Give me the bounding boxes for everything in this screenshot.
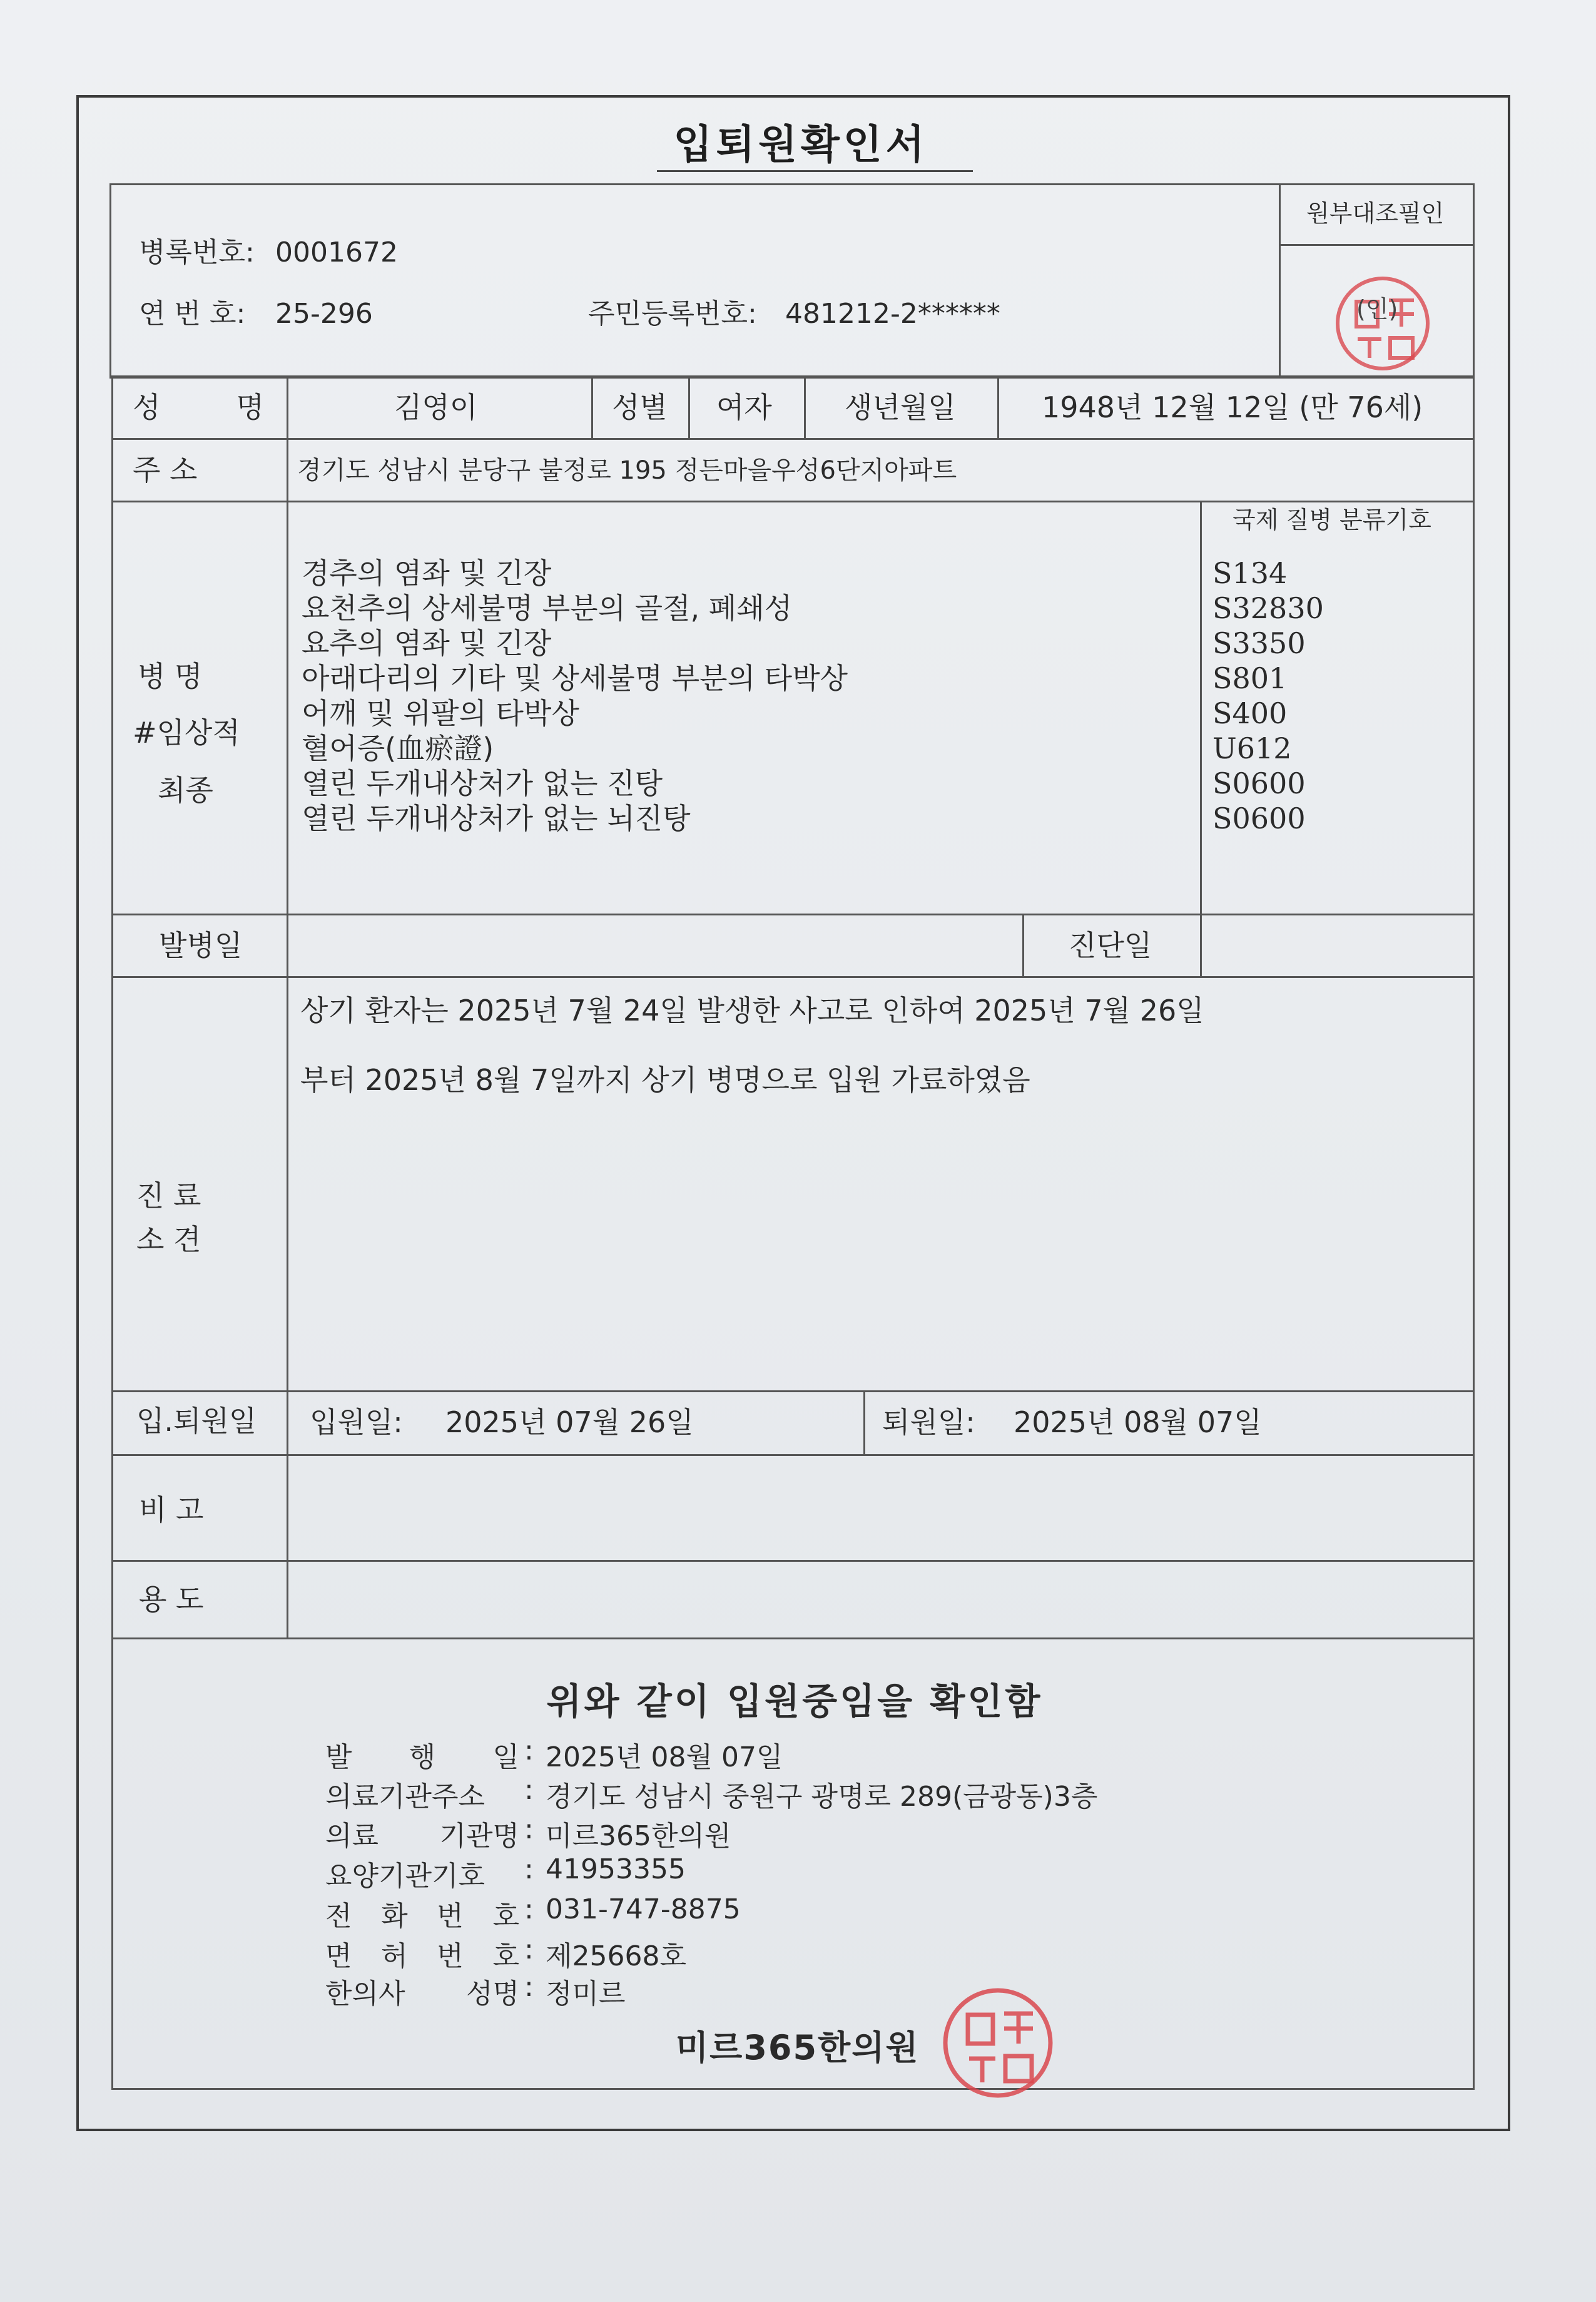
care-institution-code-label: 요양기관기호 <box>325 1860 485 1892</box>
row-line-7 <box>111 1560 1475 1562</box>
diagnosis-label-final: 최종 <box>158 773 213 807</box>
icd-code: U612 <box>1212 731 1292 765</box>
issue-date-value: 2025년 08월 07일 <box>546 1741 783 1773</box>
colon: : <box>524 1734 534 1766</box>
colon: : <box>524 1813 534 1845</box>
colon: : <box>524 1971 534 2003</box>
label-char: 명 <box>236 390 264 424</box>
icd-code: S134 <box>1212 556 1288 590</box>
seal-box-label: 원부대조필인 <box>1306 200 1445 227</box>
header-box <box>109 183 1475 379</box>
row-line-6 <box>111 1454 1475 1456</box>
row-line-3 <box>111 914 1475 915</box>
admission-out-value: 2025년 08월 07일 <box>1014 1405 1262 1439</box>
sex-label-left-line <box>591 375 593 438</box>
label-char: 의료 <box>325 1820 379 1852</box>
patient-sex: 여자 <box>716 390 772 424</box>
code-column-line <box>1200 501 1202 976</box>
icd-code: S32830 <box>1212 591 1324 625</box>
row-line-2 <box>111 501 1475 502</box>
colon: : <box>524 1933 534 1965</box>
label-char: 화 <box>381 1900 408 1932</box>
diagnosis-name: 어깨 및 위팔의 타박상 <box>302 696 579 730</box>
icd-code: S3350 <box>1212 626 1306 660</box>
dob-value-left-line <box>997 375 999 438</box>
label-char: 성 <box>133 390 161 424</box>
diagnosis-name: 열린 두개내상처가 없는 뇌진탕 <box>302 802 691 835</box>
record-number-value: 0001672 <box>275 237 398 268</box>
patient-name: 김영이 <box>394 390 478 424</box>
icd-code-header: 국제 질병 분류기호 <box>1233 506 1431 534</box>
label-char: 호 <box>492 1940 519 1972</box>
row-line-1 <box>111 438 1475 440</box>
rrn-value: 481212-2****** <box>785 298 1000 330</box>
diagnosis-label: 병 명 <box>138 660 203 693</box>
label-char: 발 <box>325 1741 352 1773</box>
label-char: 번 <box>437 1940 464 1972</box>
diagnosis-name: 열린 두개내상처가 없는 진탕 <box>302 766 663 800</box>
phone-value: 031-747-8875 <box>546 1893 741 1925</box>
remarks-label: 비 고 <box>139 1493 204 1527</box>
label-char: 허 <box>381 1940 408 1972</box>
dob-label: 생년월일 <box>845 390 956 424</box>
sex-value-left-line <box>688 375 690 438</box>
opinion-label-2: 소 견 <box>136 1223 201 1256</box>
diag-date-left-line <box>1022 914 1024 976</box>
admission-in-value: 2025년 07월 26일 <box>445 1405 694 1439</box>
purpose-label: 용 도 <box>139 1582 204 1616</box>
admission-label: 입.퇴원일 <box>136 1404 257 1438</box>
license-value: 제25668호 <box>546 1940 686 1972</box>
onset-label: 발병일 <box>159 929 243 962</box>
row-line-4 <box>111 976 1475 978</box>
colon: : <box>524 1774 534 1806</box>
sex-label: 성별 <box>612 390 668 424</box>
diagnosis-name: 혈어증(血瘀證) <box>302 731 494 765</box>
label-char: 성명 <box>465 1978 519 2010</box>
icd-code-list <box>1212 556 1324 836</box>
confirmation-statement: 위와 같이 입원중임을 확인함 <box>546 1680 1043 1723</box>
diagnosis-name: 아래다리의 기타 및 상세불명 부분의 타박상 <box>302 661 848 695</box>
license-label <box>325 1933 519 1974</box>
icd-code: S0600 <box>1212 766 1306 800</box>
rrn-label: 주민등록번호: <box>588 298 757 330</box>
label-column-line <box>287 375 288 1637</box>
label-char: 일 <box>492 1741 519 1773</box>
seal-box-header-line <box>1279 244 1475 246</box>
label-char: 번 <box>437 1900 464 1932</box>
name-label <box>133 390 264 424</box>
doctor-name-label <box>325 1971 519 2011</box>
institution-address-value: 경기도 성남시 중원구 광명로 289(금광동)3층 <box>546 1781 1098 1813</box>
icd-code: S801 <box>1212 661 1288 695</box>
diagnosis-label-clinical: #임상적 <box>133 716 240 750</box>
colon: : <box>524 1853 534 1885</box>
dob-label-left-line <box>804 375 806 438</box>
opinion-text-line1: 상기 환자는 2025년 7월 24일 발생한 사고로 인하여 2025년 7월 26일 <box>300 994 1204 1027</box>
diagnosis-name: 요추의 염좌 및 긴장 <box>302 626 552 660</box>
admission-in-label: 입원일: <box>310 1405 403 1439</box>
record-number-label: 병록번호: <box>139 237 255 268</box>
doctor-name-value: 정미르 <box>546 1978 626 2010</box>
seal-box-divider <box>1279 183 1281 379</box>
patient-address: 경기도 성남시 분당구 불정로 195 정든마을우성6단지아파트 <box>297 456 957 485</box>
label-char: 호 <box>492 1900 519 1932</box>
diagnosis-name: 요천추의 상세불명 부분의 골절, 폐쇄성 <box>302 591 793 625</box>
patient-dob: 1948년 12월 12일 (만 76세) <box>1042 390 1423 424</box>
institution-address-label: 의료기관주소 <box>325 1781 485 1813</box>
label-char: 행 <box>409 1741 436 1773</box>
hospital-seal-bottom <box>935 1984 1060 2102</box>
phone-label <box>325 1893 519 1933</box>
care-institution-code-value: 41953355 <box>546 1853 686 1885</box>
icd-code: S0600 <box>1212 802 1306 835</box>
diagnosis-name: 경추의 염좌 및 긴장 <box>302 556 552 590</box>
serial-number-label: 연 번 호: <box>139 298 246 330</box>
hospital-signature: 미르365한의원 <box>676 2028 920 2067</box>
serial-number-value: 25-296 <box>275 298 373 330</box>
label-char: 한의사 <box>325 1978 405 2010</box>
label-char: 면 <box>325 1940 352 1972</box>
row-line-5 <box>111 1390 1475 1392</box>
label-char: 전 <box>325 1900 352 1932</box>
label-char: 기관명 <box>439 1820 519 1852</box>
address-label: 주 소 <box>133 453 198 487</box>
hospital-seal-top <box>1320 270 1445 377</box>
diagnosis-list <box>302 556 848 836</box>
seal-mark-text: (인) <box>1356 295 1398 323</box>
document-title: 입퇴원확인서 <box>673 122 928 168</box>
admission-out-label: 퇴원일: <box>882 1405 975 1439</box>
diagnosis-date-label: 진단일 <box>1069 929 1152 962</box>
admission-divider <box>863 1390 865 1454</box>
opinion-text-line2: 부터 2025년 8월 7일까지 상기 병명으로 입원 가료하였음 <box>300 1063 1030 1097</box>
issue-date-label <box>325 1734 519 1775</box>
row-line-8 <box>111 1637 1475 1639</box>
institution-name-label <box>325 1813 519 1853</box>
institution-name-value: 미르365한의원 <box>546 1820 731 1852</box>
icd-code: S400 <box>1212 696 1288 730</box>
colon: : <box>524 1893 534 1925</box>
opinion-label-1: 진 료 <box>136 1179 201 1213</box>
title-underline <box>657 170 973 172</box>
